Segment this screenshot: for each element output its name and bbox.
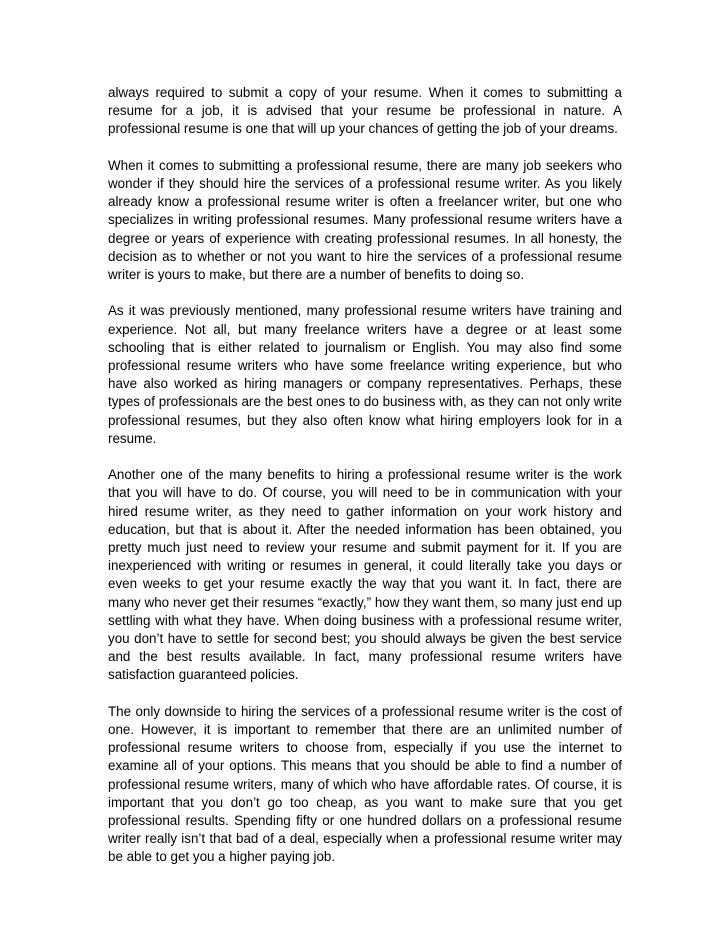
- paragraph-2: When it comes to submitting a professional resume, there are many job seekers who wonder if they should hire the services of a professional resume writer. As you likely already know a professional resume writer is often a freelancer writer, but one who specializes in writing professional resumes. Many professional resume writers have a degree or years of experience with creating professional resumes. In all honesty, the decision as to whether or not you want to hire the services of a professional resume writer is yours to make, but there are a number of benefits to doing so.: [108, 157, 622, 283]
- paragraph-5: The only downside to hiring the services of a professional resume writer is the cost of one. However, it is important to remember that there are an unlimited number of professional resume writers to choose from, especially if you use the internet to examine all of your options. This means that you should be able to find a number of professional resume writers, many of which who have affordable rates. Of course, it is important that you don’t go too cheap, as you want to make sure that you get professional results. Spending fifty or one hundred dollars on a professional resume writer really isn’t that bad of a deal, especially when a professional resume writer may be able to get you a higher paying job.: [108, 703, 622, 865]
- paragraph-4: Another one of the many benefits to hiring a professional resume writer is the work that you will have to do. Of course, you will need to be in communication with your hired resume writer, as they need to gather information on your work history and education, but that is about it. After the needed information has been obtained, you pretty much just need to review your resume and submit payment for it. If you are inexperienced with writing or resumes in general, it could literally take you days or even weeks to get your resume exactly the way that you want it. In fact, there are many who never get their resumes “exactly,” how they want them, so many just end up settling with what they have. When doing business with a professional resume writer, you don’t have to settle for second best; you should always be given the best service and the best results available. In fact, many professional resume writers have satisfaction guaranteed policies.: [108, 467, 622, 683]
- document-page: [108, 84, 622, 867]
- paragraph-1: always required to submit a copy of your resume. When it comes to submitting a resume for a job, it is advised that your resume be professional in nature. A professional resume is one that will up your chances of getting the job of your dreams.: [108, 85, 622, 137]
- paragraph-3: As it was previously mentioned, many professional resume writers have training and experience. Not all, but many freelance writers have a degree or at least some schooling that is either related to journalism or English. You may also find some professional resume writers who have some freelance writing experience, but who have also worked as hiring managers or company representatives. Perhaps, these types of professionals are the best ones to do business with, as they can not only write professional resumes, but they also often know what hiring employers look for in a resume.: [108, 303, 622, 446]
